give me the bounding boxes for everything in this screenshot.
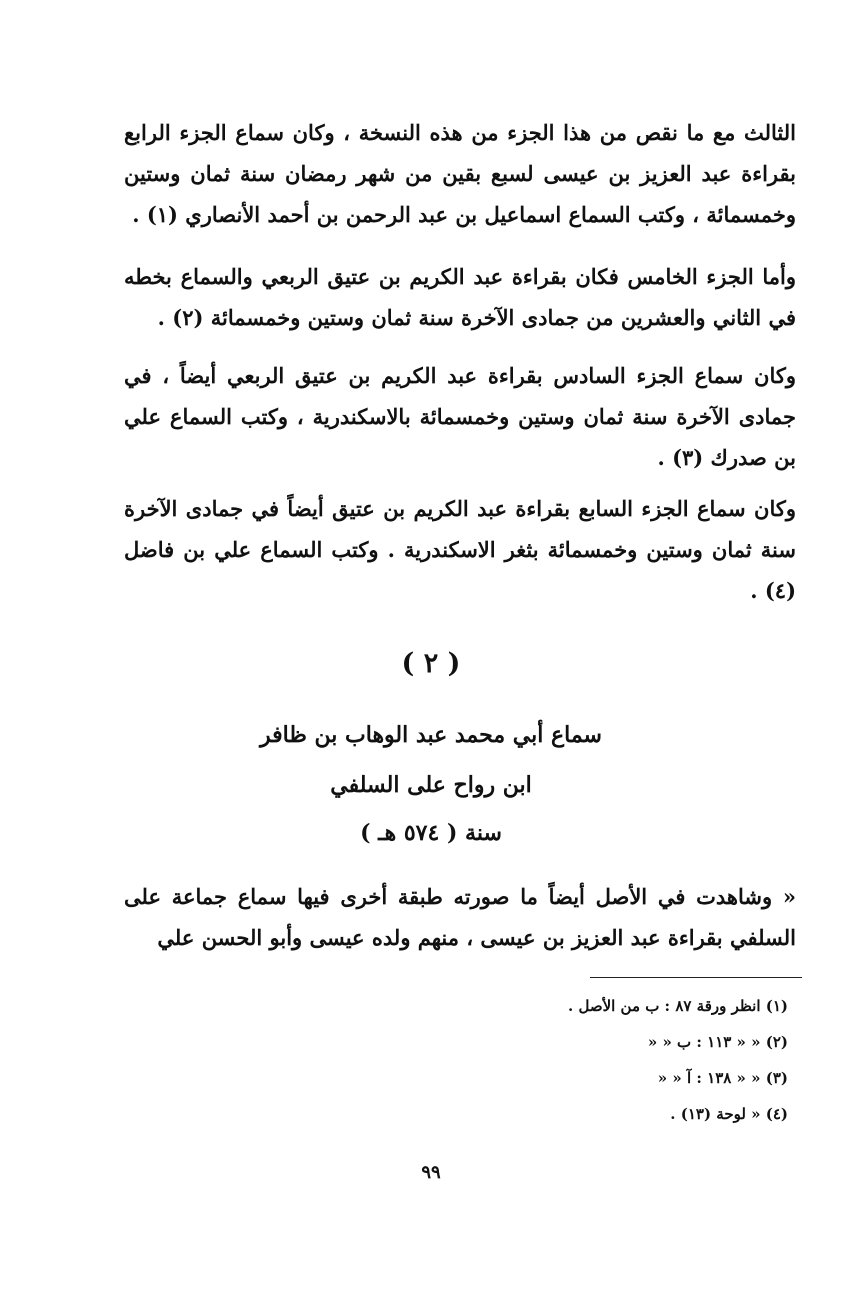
section-paragraph: « وشاهدت في الأصل أيضاً ما صورته طبقة أخرى فيها سماع جماعة على السلفي بقراءة عبد العزيز بن عيسى ، منهم ولده عيسى وأبو الحسن علي	[124, 884, 796, 950]
paragraph-third-fourth-part: الثالث مع ما نقص من هذا الجزء من هذه النسخة ، وكان سماع الجزء الرابع بقراءة عبد العزيز بن عيسى لسبع بقين من شهر رمضان سنة ثمان وستين وخمسمائة ، وكتب السماع اسماعيل بن عبد الرحمن بن أحمد الأنصاري (١) .	[124, 120, 796, 227]
footnote-3: (٣) « « ١٣٨ : آ « «	[657, 1069, 788, 1087]
footnote-divider	[590, 977, 802, 978]
section-number: ( ٢ )	[401, 648, 461, 679]
section-title-line-2: ابن رواح على السلفي	[330, 772, 532, 798]
paragraph-seventh-part: وكان سماع الجزء السابع بقراءة عبد الكريم بن عتيق أيضاً في جمادى الآخرة سنة ثمان وستين وخمسمائة بثغر الاسكندرية . وكتب السماع علي بن فاضل (٤) .	[124, 496, 796, 603]
paragraph-sixth-part: وكان سماع الجزء السادس بقراءة عبد الكريم بن عتيق الربعي أيضاً ، في جمادى الآخرة سنة ثمان وستين وخمسمائة بالاسكندرية ، وكتب السماع علي بن صدرك (٣) .	[124, 363, 796, 470]
page-number: ٩٩	[421, 1162, 441, 1183]
section-title-line-1: سماع أبي محمد عبد الوهاب بن ظافر	[259, 722, 602, 748]
footnote-4: (٤) « لوحة (١٣) .	[670, 1105, 788, 1123]
footnotes	[470, 988, 788, 1132]
paragraph-fifth-part: وأما الجزء الخامس فكان بقراءة عبد الكريم بن عتيق الربعي والسماع بخطه في الثاني والعشرين من جمادى الآخرة سنة ثمان وستين وخمسمائة (٢) .	[124, 264, 796, 330]
footnote-1: (١) انظر ورقة ٨٧ : ب من الأصل .	[568, 997, 788, 1015]
footnote-2: (٢) « « ١١٣ : ب « «	[647, 1033, 788, 1051]
section-title-line-3: سنة ( ٥٧٤ هـ )	[360, 820, 502, 846]
